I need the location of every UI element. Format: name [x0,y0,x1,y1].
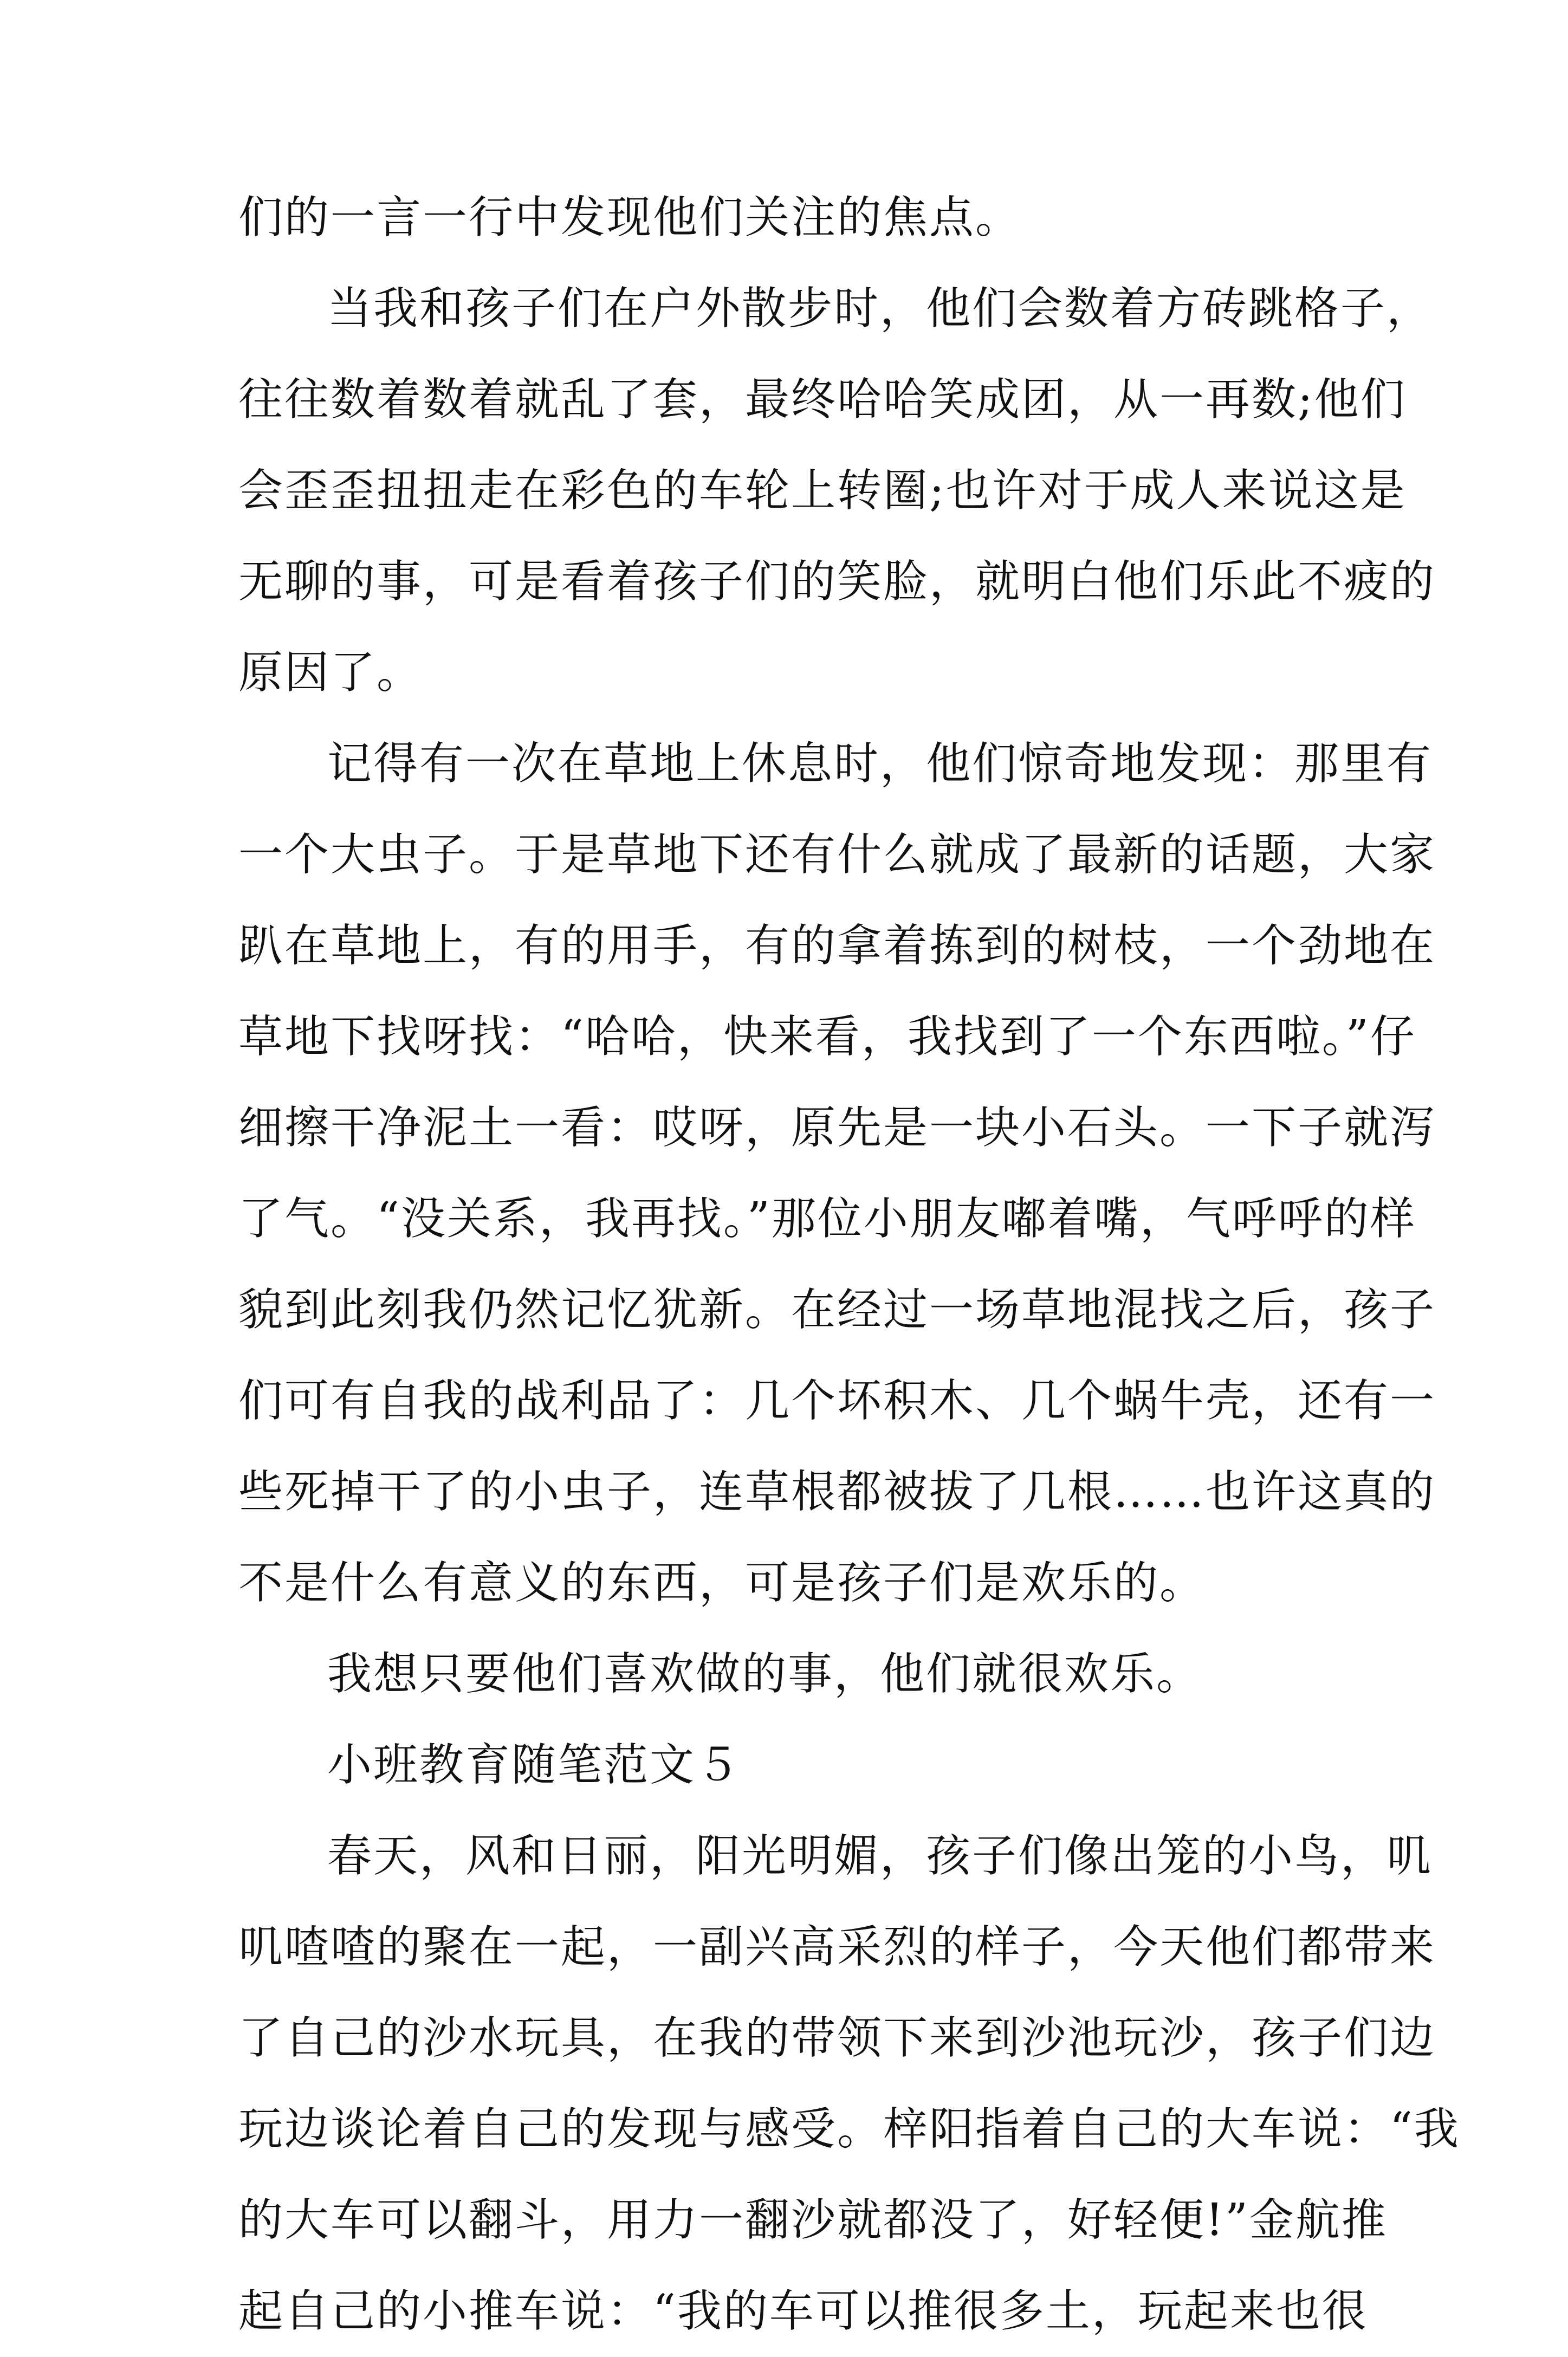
text-line: 无聊的事，可是看着孩子们的笑脸，就明白他们乐此不疲的 [238,556,1436,607]
text-line: 貌到此刻我仍然记忆犹新。在经过一场草地混找之后，孩子 [238,1284,1436,1336]
text-line: 细擦干净泥土一看：哎呀，原先是一块小石头。一下子就泻 [238,1102,1436,1154]
text-line: 草地下找呀找：“哈哈，快来看，我找到了一个东西啦。”仔 [238,1011,1416,1063]
text-line: 了气。“没关系，我再找。”那位小朋友嘟着嘴，气呼呼的样 [238,1193,1416,1245]
text-line: 起自己的小推车说：“我的车可以推很多土，玩起来也很 [238,2285,1368,2337]
text-line: 们的一言一行中发现他们关注的焦点。 [238,192,1022,243]
text-line: 们可有自我的战利品了：几个坏积木、几个蜗牛壳，还有一 [238,1375,1436,1427]
text-line: 一个大虫子。于是草地下还有什么就成了最新的话题，大家 [238,829,1436,880]
text-line: 叽喳喳的聚在一起，一副兴高采烈的样子，今天他们都带来 [238,1921,1436,1973]
body-text [238,172,1460,2357]
text-line: 往往数着数着就乱了套，最终哈哈笑成团，从一再数;他们 [238,374,1407,425]
text-line: 小班教育随笔范文５ [327,1739,742,1791]
text-line: 原因了。 [238,647,423,698]
text-line: 当我和孩子们在户外散步时，他们会数着方砖跳格子， [327,283,1433,334]
text-line: 些死掉干了的小虫子，连草根都被拔了几根……也许这真的 [238,1466,1436,1518]
text-line: 了自己的沙水玩具，在我的带领下来到沙池玩沙，孩子们边 [238,2012,1436,2064]
text-line: 春天，风和日丽，阳光明媚，孩子们像出笼的小鸟，叽 [327,1830,1433,1882]
text-line: 我想只要他们喜欢做的事，他们就很欢乐。 [327,1648,1203,1700]
text-line: 会歪歪扭扭走在彩色的车轮上转圈;也许对于成人来说这是 [238,465,1407,516]
text-line: 记得有一次在草地上休息时，他们惊奇地发现：那里有 [327,738,1433,789]
text-line: 玩边谈论着自己的发现与感受。梓阳指着自己的大车说：“我 [238,2103,1460,2155]
text-line: 的大车可以翻斗，用力一翻沙就都没了，好轻便!”金航推 [238,2194,1388,2246]
text-line: 趴在草地上，有的用手，有的拿着拣到的树枝，一个劲地在 [238,920,1436,972]
text-line: 不是什么有意义的东西，可是孩子们是欢乐的。 [238,1557,1206,1609]
